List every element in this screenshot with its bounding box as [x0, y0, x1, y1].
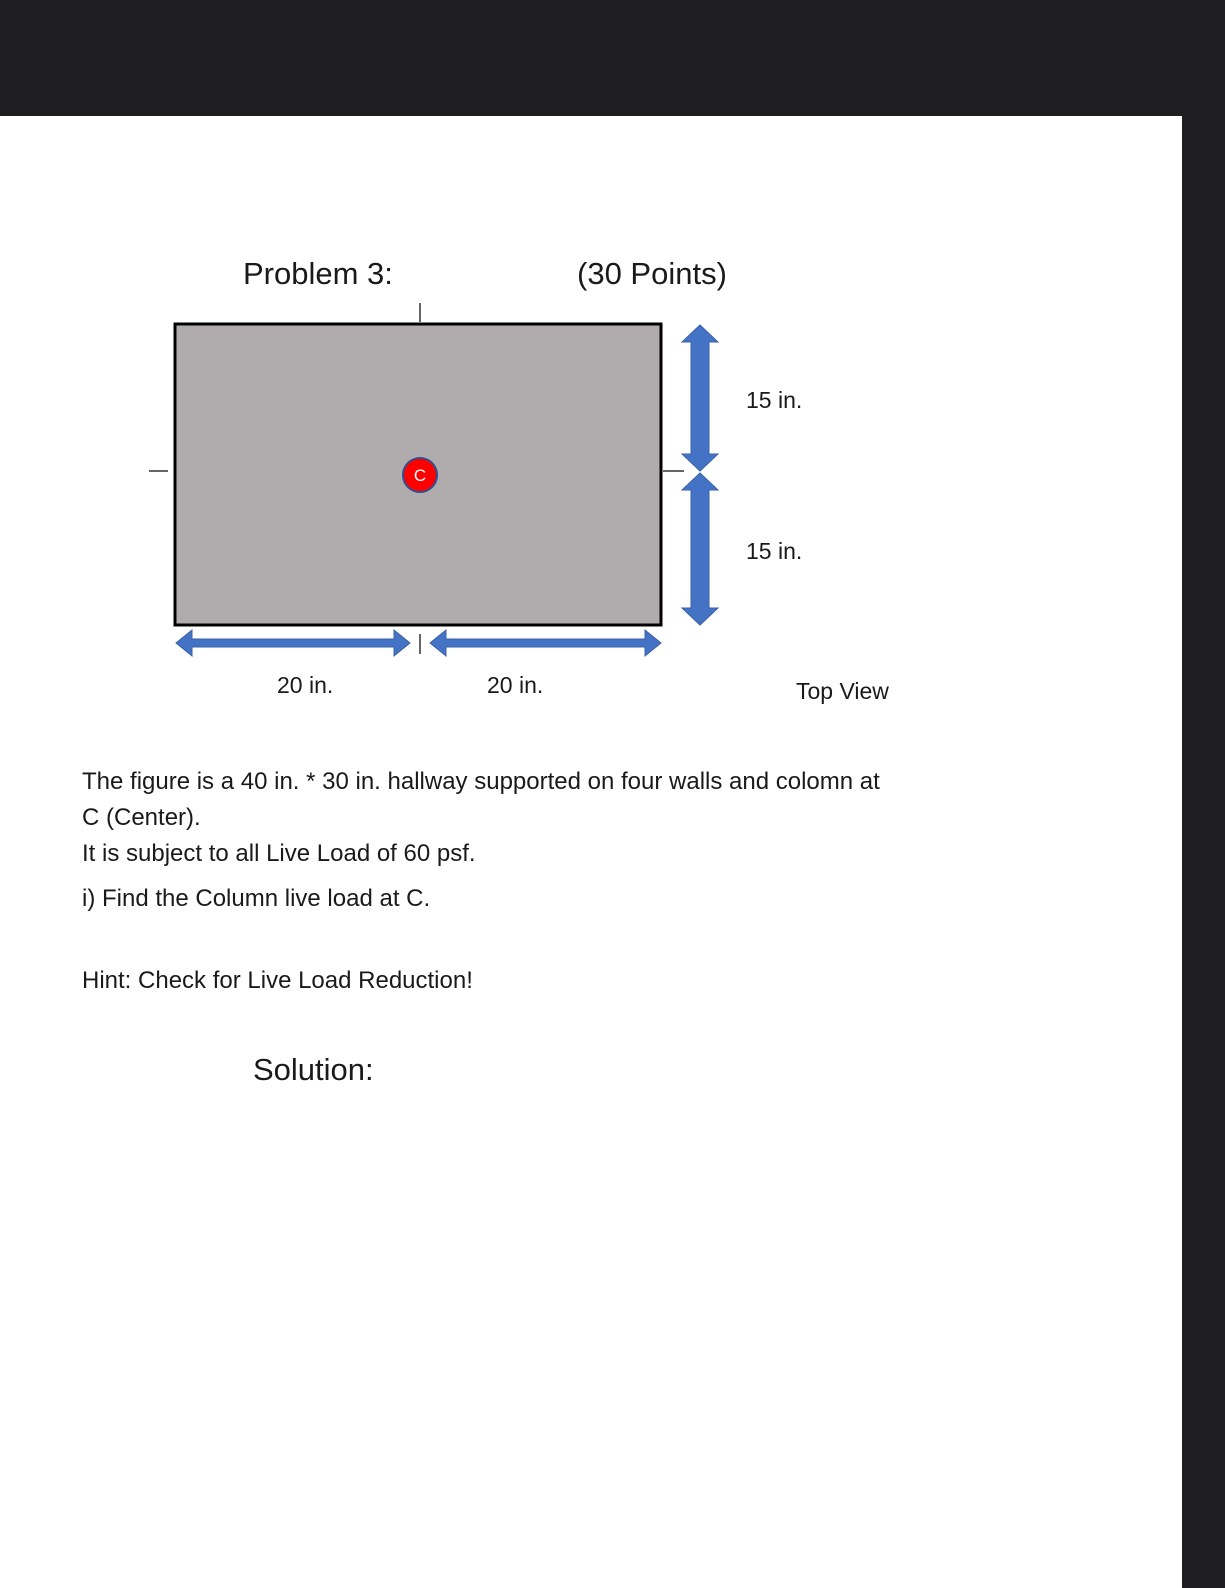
problem-question: i) Find the Column live load at C.	[82, 885, 431, 912]
dim-label-right-top: 15 in.	[746, 387, 803, 413]
problem-statement-line-2: C (Center).	[82, 804, 201, 831]
floor-plan-diagram	[0, 116, 1182, 816]
dim-arrow-right-bottom	[682, 473, 718, 625]
problem-hint: Hint: Check for Live Load Reduction!	[82, 967, 473, 994]
problem-points: (30 Points)	[577, 256, 727, 291]
dim-label-bottom-left: 20 in.	[277, 672, 334, 698]
column-c-label: C	[413, 466, 427, 485]
problem-statement-line-1: The figure is a 40 in. * 30 in. hallway supported on four walls and colomn at	[82, 768, 880, 795]
dim-label-right-bottom: 15 in.	[746, 538, 803, 564]
dim-arrow-right-top	[682, 325, 718, 471]
solution-heading: Solution:	[253, 1052, 374, 1087]
problem-statement-line-3: It is subject to all Live Load of 60 psf.	[82, 840, 476, 867]
view-label: Top View	[796, 678, 889, 704]
dim-label-bottom-right: 20 in.	[487, 672, 544, 698]
problem-title: Problem 3:	[243, 256, 393, 291]
dim-arrow-bottom-left	[176, 630, 410, 656]
dim-arrow-bottom-right	[430, 630, 661, 656]
document-page	[0, 116, 1182, 1588]
